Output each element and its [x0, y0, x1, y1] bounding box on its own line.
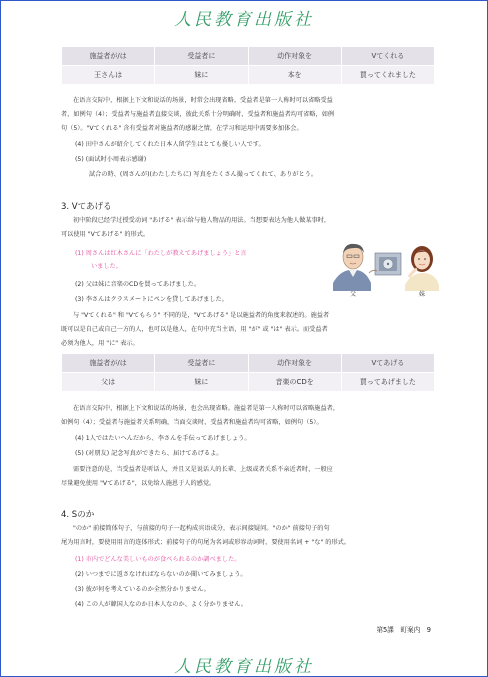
example-sentence: (5) (对朋友) 記念写真ができたら、届けてあげるよ。	[75, 450, 223, 457]
publisher-logo-bottom: 人民教育出版社	[174, 657, 314, 677]
header-cell: 施益者が/は	[62, 354, 155, 373]
header-cell: 施益者が/は	[62, 47, 155, 66]
publisher-logo-top: 人民教育出版社	[174, 10, 314, 30]
table-cell: 本を	[248, 66, 341, 85]
paragraph-line: 在语言交际中，根据上下文和说话的场景，也会出现省略。施益者是第一人称时可以省略施益者，	[73, 405, 340, 412]
paragraph-line: 在语言交际中，根据上下文和说话的场景，时常会出现省略。受益者是第一人称时可以省略受益	[73, 97, 333, 104]
example-sentence-highlight: (1) 周さんは红木さんに「わたしが教えてあげましょう」と言	[75, 250, 247, 257]
header-cell: Vてあげる	[341, 354, 434, 373]
paragraph-line: 尽量避免使用 "Vてあげる"，以免给人施恩于人的感觉。	[61, 480, 216, 487]
example-sentence: (3) 李さんはクラスメートにペンを貸してあげました。	[75, 296, 228, 303]
father-figure	[333, 244, 371, 291]
paragraph-line: "のか" 前接简体句子，与前接的句子一起构成宾语成分，表示间接疑问。"のか" 前接句子的句	[73, 525, 330, 532]
header-cell: 受益者に	[155, 47, 248, 66]
table-header-row	[62, 47, 435, 66]
table-vtekureru	[61, 46, 435, 85]
table-cell: 買ってくれました	[341, 66, 434, 85]
paragraph-line: 如例句（4）；受益者与施益者关系明确，当面交谈时，受益者和施益者均可省略，如例句（5）。	[61, 419, 323, 426]
paragraph-line: 初中阶段已经学过授受动词 "あげる" 表示给与他人物品的用法。当想要表达为他人做某事时，	[73, 217, 331, 224]
table-cell: 妹に	[155, 373, 248, 392]
section-heading-vteageru: 3. Vてあげる	[61, 202, 112, 212]
header-cell: 动作对象を	[248, 354, 341, 373]
paragraph-line: 需要注意的是，当受益者是听话人，并且又是说话人的长辈、上级或者关系不亲近者时，一般应	[73, 466, 333, 473]
table-cell: 買ってあげました	[341, 373, 434, 392]
paragraph-line: 尾为用言时，要使用用言的连体形式；前接句子的句尾为名词或形容动词时，要使用名词 + "な" 的形式。	[61, 539, 351, 546]
example-sentence: (2) いつまでに返さなければならないのか聞いてみましょう。	[75, 571, 247, 578]
example-sentence: 試合の時、(周さんが)(わたしたちに) 写真をたくさん撮ってくれて、ありがとう。	[89, 171, 318, 178]
paragraph-line: 与 "Vてくれる" 和 "Vてもらう" 不同的是，"Vてあげる" 是以施益者的角度来叙述的。施益者	[73, 312, 330, 319]
father-gives-cd-illustration	[331, 239, 443, 297]
paragraph-line: 句（5）。"Vてくれる" 含有受益者对施益者的感谢之情，在学习和运用中需要多加体会。	[61, 125, 303, 132]
father-label: 父	[349, 291, 357, 297]
header-cell: 受益者に	[155, 354, 248, 373]
example-sentence: (4) この人が韓国人なのか日本人なのか、よく分かりません。	[75, 601, 247, 608]
table-cell: 妹に	[155, 66, 248, 85]
example-sentence-highlight: いました。	[91, 263, 122, 270]
table-cell: 父は	[62, 373, 155, 392]
example-sentence-highlight: (1) 市内でどんな美しいものが食べられるのか調べました。	[75, 556, 241, 563]
paragraph-line: 者，如例句（4）；受益者与施益者直接交谈，彼此关系十分明确时，受益者和施益者均可省略，如例	[61, 111, 335, 118]
example-sentence: (4) 田中さんが紹介してくれた日本人留学生はとても優しい人です。	[75, 141, 265, 148]
header-cell: Vてくれる	[341, 47, 434, 66]
section-heading-snoka: 4. Sのか	[61, 510, 95, 520]
paragraph-line: 可以使用 "Vてあげる" 的形式。	[61, 231, 150, 238]
example-sentence: (5) (面试时小周表示感谢)	[75, 156, 147, 163]
paragraph-line: 既可以是自己或自己一方的人，也可以是他人，在句中充当主语，用 "が" 或 "は" 表示。而受益者	[61, 326, 328, 333]
cd-gift-icon	[369, 253, 401, 275]
table-cell: 王さんは	[62, 66, 155, 85]
example-sentence: (2) 父は妹に音楽のCDを買ってあげました。	[75, 281, 201, 288]
paragraph-line: 必须为他人，用 "に" 表示。	[61, 340, 139, 347]
example-sentence: (4) 1人ではたいへんだから、李さんを手伝ってあげましょう。	[75, 435, 251, 442]
table-row	[62, 373, 435, 392]
table-row	[62, 66, 435, 85]
sister-figure	[405, 246, 439, 291]
table-vteageru	[61, 353, 435, 392]
table-header-row	[62, 354, 435, 373]
header-cell: 动作对象を	[248, 47, 341, 66]
page-footer: 第5課 町案内 9	[376, 626, 431, 634]
sister-label: 妹	[418, 291, 426, 297]
table-cell: 音楽のCDを	[248, 373, 341, 392]
example-sentence: (3) 彼が何を考えているのか全然分かりません。	[75, 586, 210, 593]
